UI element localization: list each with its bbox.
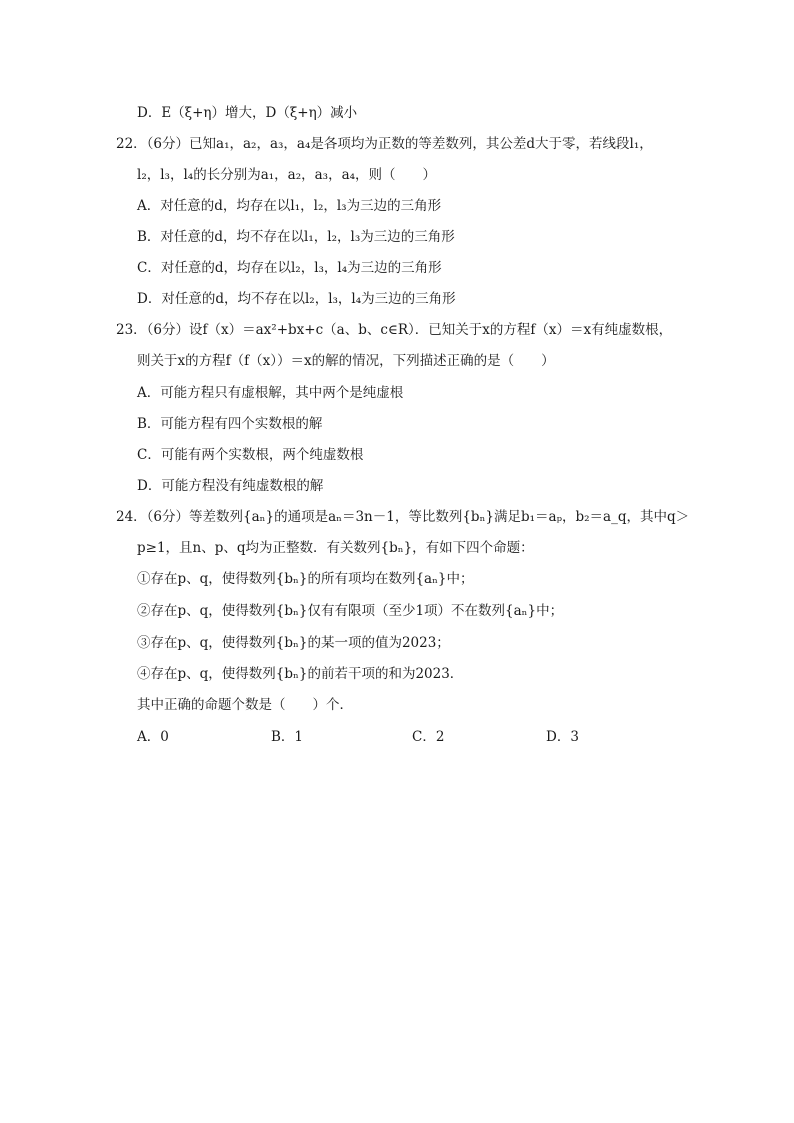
q24-choice-c: C．2	[412, 729, 445, 745]
q22-option-a: A．对任意的d，均存在以l₁，l₂，l₃为三边的三角形	[137, 198, 442, 214]
q24-statement-3: ③存在p、q，使得数列{bₙ}的某一项的值为2023；	[137, 635, 450, 651]
q23-stem-line2: 则关于x的方程f（f（x））＝x的解的情况，下列描述正确的是（ ）	[137, 353, 555, 369]
q24-choice-d: D．3	[546, 729, 579, 745]
q24-statement-2: ②存在p、q，使得数列{bₙ}仅有有限项（至少1项）不在数列{aₙ}中；	[137, 603, 564, 619]
q23-option-b: B．可能方程有四个实数根的解	[137, 416, 323, 432]
q22-stem-line2: l₂，l₃，l₄的长分别为a₁，a₂，a₃，a₄，则（ ）	[137, 167, 437, 183]
q22-option-b: B．对任意的d，均不存在以l₁，l₂，l₃为三边的三角形	[137, 229, 455, 245]
q24-statement-4: ④存在p、q，使得数列{bₙ}的前若干项的和为2023．	[137, 666, 464, 682]
q23-option-d: D．可能方程没有纯虚数根的解	[137, 478, 324, 494]
q22-option-d: D．对任意的d，均不存在以l₂，l₃，l₄为三边的三角形	[137, 291, 456, 307]
q23-option-a: A．可能方程只有虚根解，其中两个是纯虚根	[137, 385, 404, 401]
q24-stem-line1: 24．（6分）等差数列{aₙ}的通项是aₙ＝3n－1，等比数列{bₙ}满足b₁＝aₚ，b₂＝a_q，其中q＞	[116, 509, 690, 525]
q21-option-d: D．E（ξ+η）增大，D（ξ+η）减小	[137, 105, 358, 121]
q24-choice-b: B．1	[271, 729, 304, 745]
q24-statement-1: ①存在p、q，使得数列{bₙ}的所有项均在数列{aₙ}中；	[137, 571, 474, 587]
q24-choices	[137, 727, 697, 747]
q24-stem-line2: p≥1，且n、p、q均为正整数．有关数列{bₙ}，有如下四个命题：	[137, 540, 534, 556]
q24-prompt: 其中正确的命题个数是（ ）个．	[137, 697, 353, 713]
q23-stem-line1: 23．（6分）设f（x）＝ax²+bx+c（a、b、c∈R）．已知关于x的方程f（x）＝x有纯虚数根，	[116, 322, 673, 338]
q24-choice-a: A．0	[137, 729, 169, 745]
q23-option-c: C．可能有两个实数根，两个纯虚数根	[137, 447, 364, 463]
q22-stem-line1: 22．（6分）已知a₁，a₂，a₃，a₄是各项均为正数的等差数列，其公差d大于零，若线段l₁，	[116, 136, 653, 152]
q22-option-c: C．对任意的d，均存在以l₂，l₃，l₄为三边的三角形	[137, 260, 442, 276]
